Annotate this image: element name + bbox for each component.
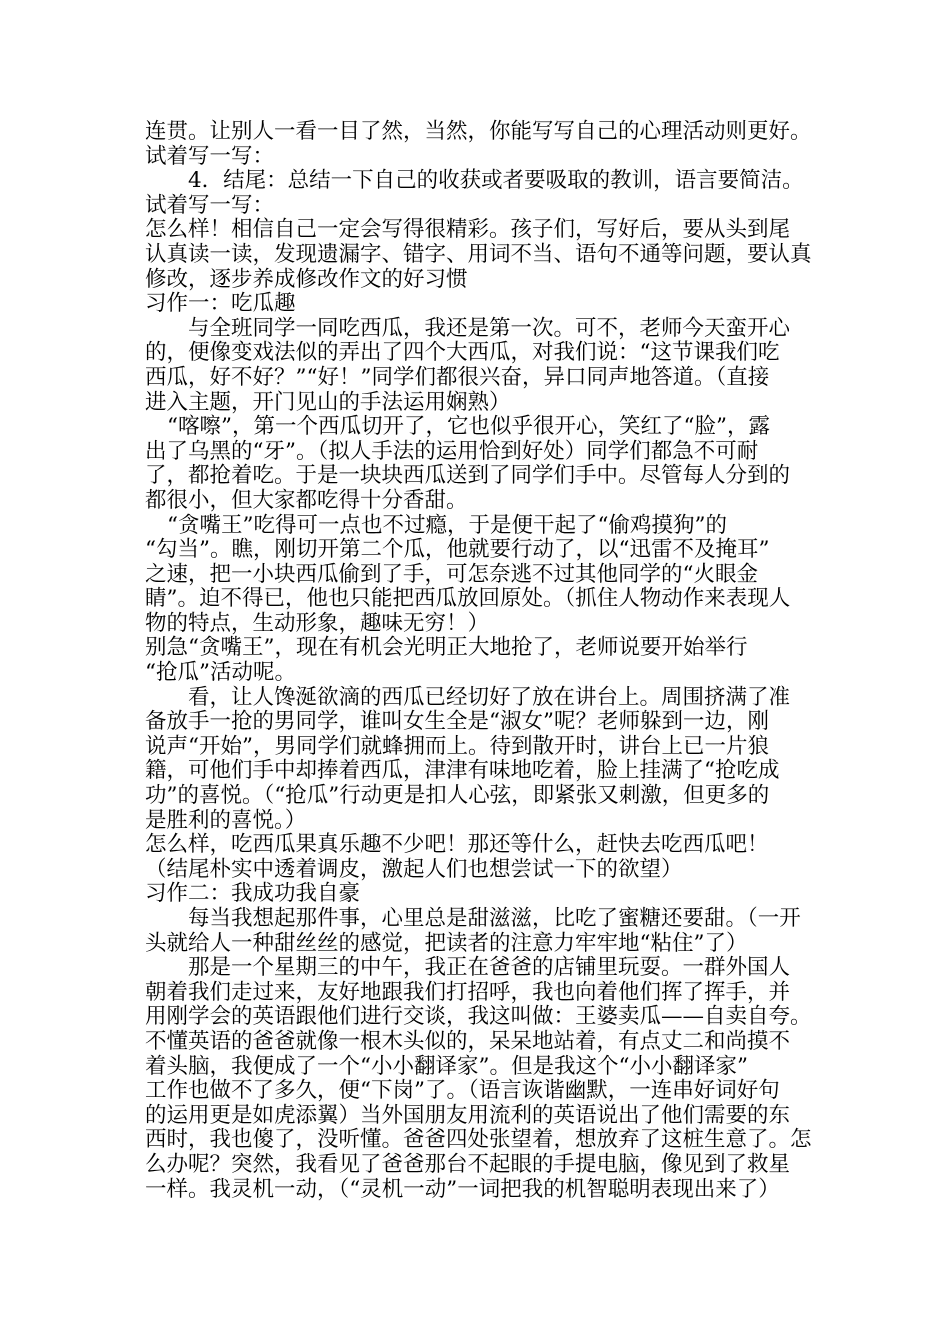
text-line: 了，都抢着吃。于是一块块西瓜送到了同学们手中。尽管每人分到的 [145,463,791,489]
text-line: 的，便像变戏法似的弄出了四个大西瓜，对我们说：“这节课我们吃 [145,340,780,366]
text-line: 备放手一抢的男同学，谁叫女生全是“淑女”呢？老师躲到一边，刚 [145,709,769,735]
text-line: 用刚学会的英语跟他们进行交谈，我这叫做：王婆卖瓜——自卖自夸。 [145,1004,812,1030]
text-line: “喀嚓”，第一个西瓜切开了，它也似乎很开心，笑红了“脸”，露 [167,414,770,440]
text-line: 别急“贪嘴王”，现在有机会光明正大地抢了，老师说要开始举行 [145,635,748,661]
text-line: 怎么样，吃西瓜果真乐趣不少吧！那还等什么，赶快去吃西瓜吧！ [145,832,769,858]
text-line: （结尾朴实中透着调皮，激起人们也想尝试一下的欲望） [145,856,683,882]
document-page [145,120,813,1202]
text-line: “勾当”。瞧，刚切开第二个瓜，他就要行动了，以“迅雷不及掩耳” [145,537,770,563]
text-line: 西瓜，好不好？”“好！”同学们都很兴奋，异口同声地答道。（直接 [145,364,770,390]
section-heading: 习作一：吃瓜趣 [145,291,296,317]
text-line: 不懂英语的爸爸就像一根木头似的，呆呆地站着，有点丈二和尚摸不 [145,1028,791,1054]
text-line: 朝着我们走过来，友好地跟我们打招呼，我也向着他们挥了挥手，并 [145,979,791,1005]
text-line: 出了乌黑的“牙”。（拟人手法的运用恰到好处）同学们都急不可耐 [145,438,759,464]
text-line: 看，让人馋涎欲滴的西瓜已经切好了放在讲台上。周围挤满了准 [188,684,791,710]
text-line: 工作也做不了多久，便“下岗”了。（语言诙谐幽默，一连串好词好句 [145,1078,780,1104]
text-line: 着头脑，我便成了一个“小小翻译家”。但是我这个“小小翻译家” [145,1053,748,1079]
text-line: 功”的喜悦。（“抢瓜”行动更是扣人心弦，即紧张又刺激，但更多的 [145,783,770,809]
text-line: 之速，把一小块西瓜偷到了手，可怎奈逃不过其他同学的“火眼金 [145,561,758,587]
text-line: 西时，我也傻了，没听懂。爸爸四处张望着，想放弃了这桩生意了。怎 [145,1127,812,1153]
text-line: “贪嘴王”吃得可一点也不过瘾，于是便干起了“偷鸡摸狗”的 [167,512,727,538]
text-line: 一样。我灵机一动，（“灵机一动”一词把我的机智聪明表现出来了） [145,1176,780,1202]
text-line: 修改，逐步养成修改作文的好习惯 [145,266,468,292]
text-line: 连贯。让别人一看一目了然，当然，你能写写自己的心理活动则更好。 [145,119,812,144]
text-line: 试着写一写： [145,192,275,218]
text-line: 是胜利的喜悦。） [145,807,307,833]
text-line: 头就给人一种甜丝丝的感觉，把读者的注意力牢牢地“粘住”了） [145,930,748,956]
text-line: 认真读一读，发现遗漏字、错字、用词不当、语句不通等问题，要认真 [145,241,812,267]
text-line: 都很小，但大家都吃得十分香甜。 [145,487,468,513]
text-line: 那是一个星期三的中午，我正在爸爸的店铺里玩耍。一群外国人 [188,955,791,981]
section-heading: 习作二：我成功我自豪 [145,881,361,907]
text-line: 睛”。迫不得已，他也只能把西瓜放回原处。（抓住人物动作来表现人 [145,586,791,612]
text-line: 物的特点，生动形象，趣味无穷！） [145,610,490,636]
text-line: 籍，可他们手中却捧着西瓜，津津有味地吃着，脸上挂满了“抢吃成 [145,758,780,784]
text-line: 么办呢？突然，我看见了爸爸那台不起眼的手提电脑，像见到了救星 [145,1151,791,1177]
text-line: 进入主题，开门见山的手法运用娴熟） [145,389,511,415]
text-line: 怎么样！相信自己一定会写得很精彩。孩子们，写好后，要从头到尾 [145,217,791,243]
text-line: 4．结尾：总结一下自己的收获或者要吸取的教训，语言要简洁。 [188,168,804,194]
text-line: “抢瓜”活动呢。 [145,660,296,686]
text-line: 说声“开始”，男同学们就蜂拥而上。待到散开时，讲台上已一片狼 [145,733,769,759]
text-line: 每当我想起那件事，心里总是甜滋滋，比吃了蜜糖还要甜。（一开 [188,906,801,931]
text-line: 与全班同学一同吃西瓜，我还是第一次。可不，老师今天蛮开心 [188,315,791,341]
text-line: 试着写一写： [145,143,275,169]
text-line: 的运用更是如虎添翼）当外国朋友用流利的英语说出了他们需要的东 [145,1102,791,1128]
